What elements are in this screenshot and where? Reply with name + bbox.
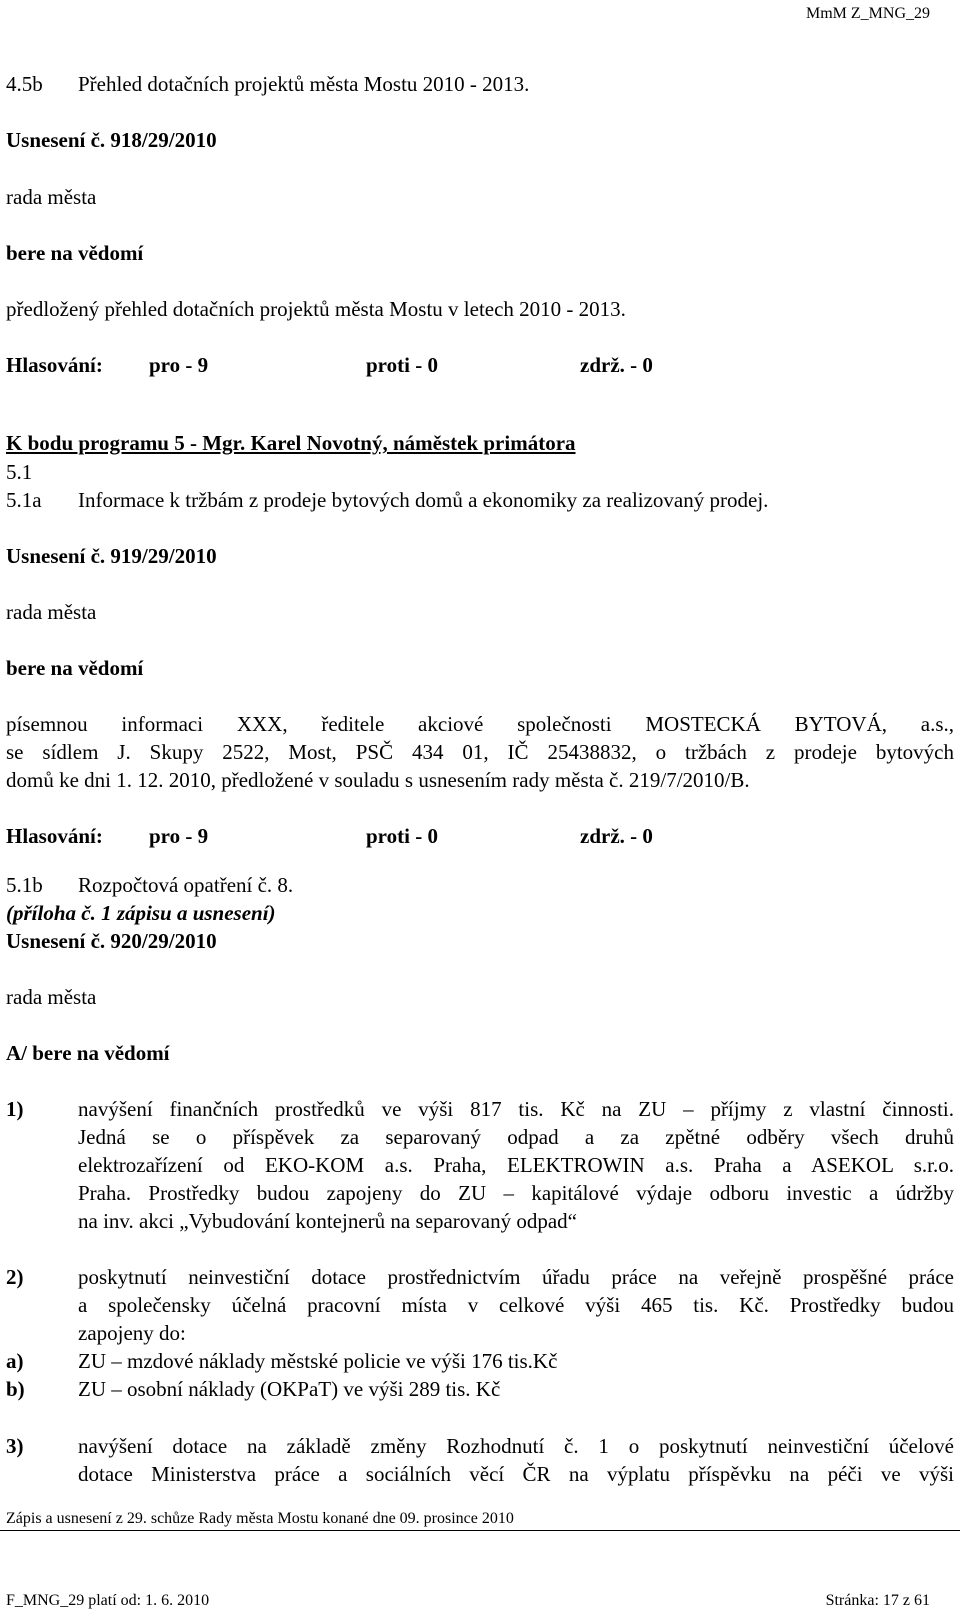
resolution-number: Usnesení č. 919/29/2010 [6, 544, 217, 568]
resolution-text-line: písemnou informaci XXX, ředitele akciové společnosti MOSTECKÁ BYTOVÁ, a.s., [6, 712, 954, 736]
footer-divider [0, 1530, 960, 1531]
list-item-number: a) [6, 1349, 24, 1373]
footer-meeting-info: Zápis a usnesení z 29. schůze Rady města Mostu konané dne 09. prosince 2010 [6, 1510, 514, 1527]
vote-pro: pro - 9 [149, 824, 209, 848]
list-item-line: a společensky účelná pracovní místa v celkové výši 465 tis. Kč. Prostředky budou [78, 1293, 954, 1317]
agenda-item: 5.1 [6, 460, 33, 484]
list-item-line: Praha. Prostředky budou zapojeny do ZU – kapitálové výdaje odboru investic a údržby [78, 1181, 954, 1205]
list-item-line: ZU – osobní náklady (OKPaT) ve výši 289 tis. Kč [78, 1377, 501, 1401]
resolution-action: A/ bere na vědomí [6, 1041, 170, 1065]
resolution-action: bere na vědomí [6, 241, 144, 265]
vote-proti: proti - 0 [366, 824, 438, 848]
section-number: 5.1a [6, 488, 42, 512]
section-number: 5.1b [6, 873, 43, 897]
resolution-body: rada města [6, 600, 97, 624]
vote-pro: pro - 9 [149, 353, 209, 377]
section-title: Informace k tržbám z prodeje bytových domů a ekonomiky za realizovaný prodej. [78, 488, 769, 512]
list-item-line: navýšení finančních prostředků ve výši 817 tis. Kč na ZU – příjmy z vlastní činnosti. [78, 1097, 954, 1121]
list-item-line: Jedná se o příspěvek za separovaný odpad a za zpětné odběry všech druhů [78, 1125, 954, 1149]
resolution-text-line: se sídlem J. Skupy 2522, Most, PSČ 434 01, IČ 25438832, o tržbách z prodeje bytových [6, 740, 954, 764]
vote-label: Hlasování: [6, 824, 103, 848]
list-item-line: elektrozařízení od EKO-KOM a.s. Praha, ELEKTROWIN a.s. Praha a ASEKOL s.r.o. [78, 1153, 954, 1177]
vote-label: Hlasování: [6, 353, 103, 377]
list-item-line: ZU – mzdové náklady městské policie ve výši 176 tis.Kč [78, 1349, 558, 1373]
section-title: Přehled dotačních projektů města Mostu 2010 - 2013. [78, 72, 530, 96]
resolution-body: rada města [6, 985, 97, 1009]
resolution-number: Usnesení č. 918/29/2010 [6, 128, 217, 152]
list-item-number: 2) [6, 1265, 24, 1289]
list-item-line: poskytnutí neinvestiční dotace prostřednictvím úřadu práce na veřejně prospěšné práce [78, 1265, 954, 1289]
list-item-line: zapojeny do: [78, 1321, 186, 1345]
document-code: MmM Z_MNG_29 [805, 5, 930, 22]
footer-page-number: Stránka: 17 z 61 [825, 1592, 930, 1609]
footer-validity: F_MNG_29 platí od: 1. 6. 2010 [6, 1592, 210, 1609]
section-title: Rozpočtová opatření č. 8. [78, 873, 294, 897]
list-item-line: na inv. akci „Vybudování kontejnerů na separovaný odpad“ [78, 1209, 577, 1233]
resolution-number: Usnesení č. 920/29/2010 [6, 929, 217, 953]
section-number: 4.5b [6, 72, 43, 96]
agenda-heading: K bodu programu 5 - Mgr. Karel Novotný, náměstek primátora [6, 431, 576, 455]
resolution-text-line: domů ke dni 1. 12. 2010, předložené v souladu s usnesením rady města č. 219/7/2010/B. [6, 768, 750, 792]
vote-proti: proti - 0 [366, 353, 438, 377]
list-item-number: b) [6, 1377, 25, 1401]
list-item-line: navýšení dotace na základě změny Rozhodnutí č. 1 o poskytnutí neinvestiční účelové [78, 1434, 954, 1458]
resolution-body: rada města [6, 185, 97, 209]
vote-zdrz: zdrž. - 0 [580, 353, 653, 377]
list-item-number: 3) [6, 1434, 24, 1458]
resolution-action: bere na vědomí [6, 656, 144, 680]
attachment-note: (příloha č. 1 zápisu a usnesení) [6, 901, 276, 925]
list-item-number: 1) [6, 1097, 24, 1121]
list-item-line: dotace Ministerstva práce a sociálních věcí ČR na výplatu příspěvku na péči ve výši [78, 1462, 954, 1486]
resolution-text: předložený přehled dotačních projektů města Mostu v letech 2010 - 2013. [6, 297, 626, 321]
vote-zdrz: zdrž. - 0 [580, 824, 653, 848]
